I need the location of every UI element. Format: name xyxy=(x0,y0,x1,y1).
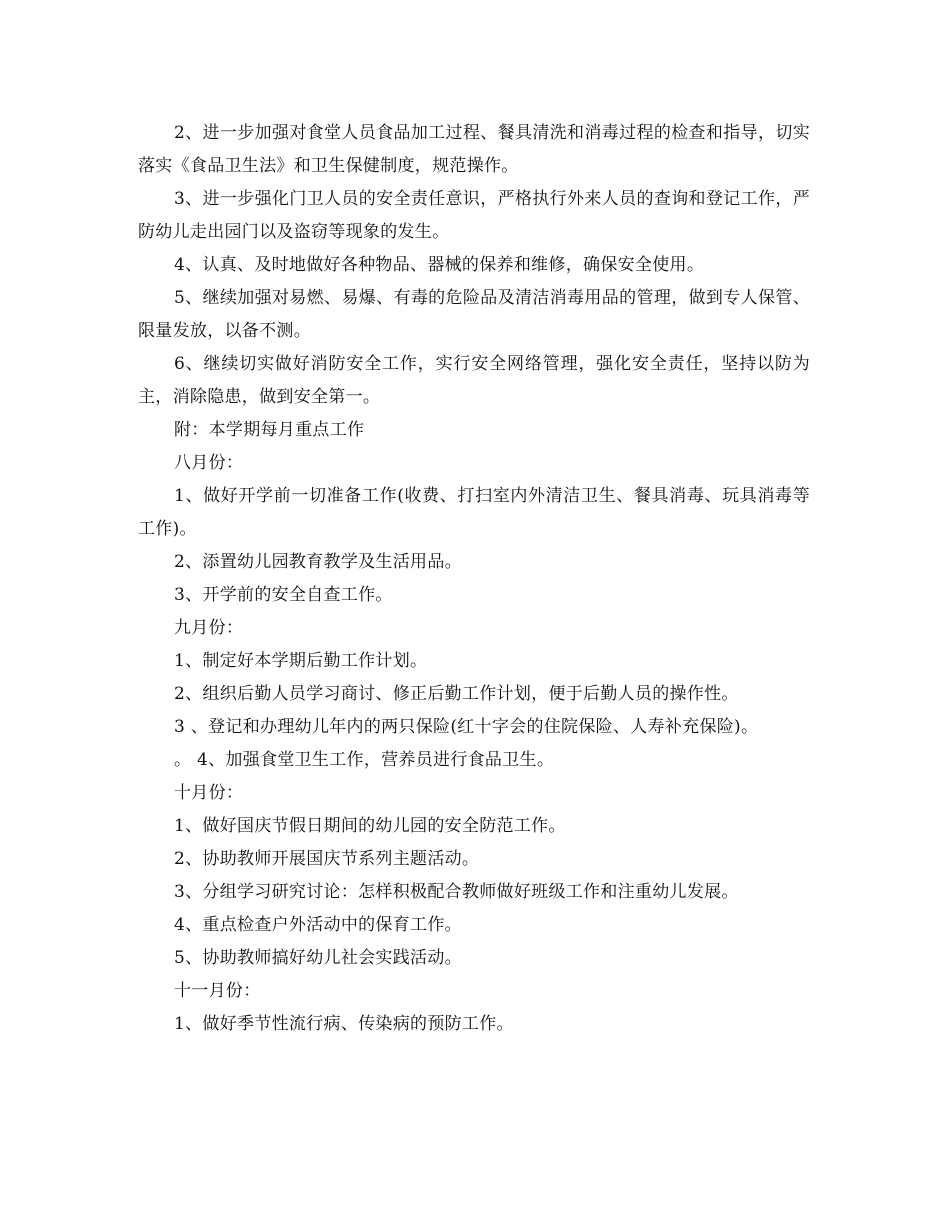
october-item-5: 5、协助教师搞好幼儿社会实践活动。 xyxy=(174,948,462,968)
september-item-1: 1、制定好本学期后勤工作计划。 xyxy=(174,651,428,671)
paragraph-item-4: 4、认真、及时地做好各种物品、器械的保养和维修，确保安全使用。 xyxy=(174,255,705,275)
september-item-4: 。 4、加强食堂卫生工作，营养员进行食品卫生。 xyxy=(174,750,555,770)
september-item-3: 3 、登记和办理幼儿年内的两只保险(红十字会的住院保险、人寿补充保险)。 xyxy=(174,717,759,737)
paragraph-item-3: 3、进一步强化门卫人员的安全责任意识，严格执行外来人员的查询和登记工作，严防幼儿走出园门以及盗窃等现象的发生。 xyxy=(138,189,810,242)
august-item-1: 1、做好开学前一切准备工作(收费、打扫室内外清洁卫生、餐具消毒、玩具消毒等工作)。 xyxy=(138,486,810,539)
september-item-2: 2、组织后勤人员学习商讨、修正后勤工作计划，便于后勤人员的操作性。 xyxy=(174,684,739,704)
month-heading-october: 十月份： xyxy=(174,783,244,803)
october-item-4: 4、重点检查户外活动中的保育工作。 xyxy=(174,915,462,935)
paragraph-item-6: 6、继续切实做好消防安全工作，实行安全网络管理，强化安全责任，坚持以防为主，消除隐患，做到安全第一。 xyxy=(138,354,810,407)
november-item-1: 1、做好季节性流行病、传染病的预防工作。 xyxy=(174,1014,514,1034)
appendix-heading: 附：本学期每月重点工作 xyxy=(174,420,365,440)
month-heading-november: 十一月份： xyxy=(174,981,261,1001)
august-item-3: 3、开学前的安全自查工作。 xyxy=(174,585,393,605)
paragraph-item-2: 2、进一步加强对食堂人员食品加工过程、餐具清洗和消毒过程的检查和指导，切实落实《食品卫生法》和卫生保健制度，规范操作。 xyxy=(138,123,810,176)
october-item-2: 2、协助教师开展国庆节系列主题活动。 xyxy=(174,849,480,869)
month-heading-september: 九月份： xyxy=(174,618,244,638)
paragraph-item-5: 5、继续加强对易燃、易爆、有毒的危险品及清洁消毒用品的管理，做到专人保管、限量发放，以备不测。 xyxy=(138,288,810,341)
october-item-1: 1、做好国庆节假日期间的幼儿园的安全防范工作。 xyxy=(174,816,566,836)
month-heading-august: 八月份： xyxy=(174,453,244,473)
august-item-2: 2、添置幼儿园教育教学及生活用品。 xyxy=(174,552,462,572)
document-body xyxy=(138,117,810,1041)
october-item-3: 3、分组学习研究讨论：怎样积极配合教师做好班级工作和注重幼儿发展。 xyxy=(174,882,739,902)
